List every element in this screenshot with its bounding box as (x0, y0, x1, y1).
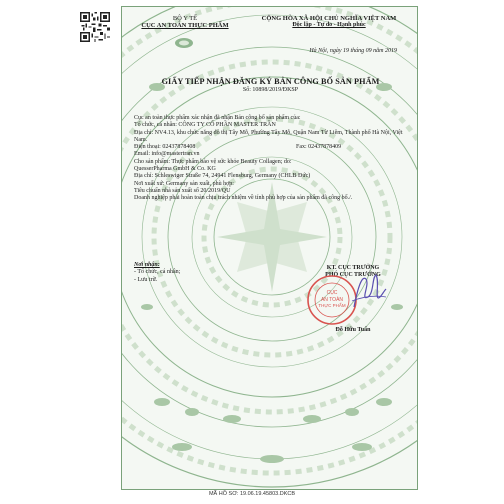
email-line: Email: info@mastertran.vn (134, 151, 200, 158)
national-header (244, 15, 414, 28)
signatory-line-1: KT. CỤC TRƯỞNG (326, 265, 380, 271)
product-line: Cho sản phẩm: Thực phẩm bảo vệ sức khỏe Beauty Collagen; do: (134, 158, 292, 165)
document-title: GIẤY TIẾP NHẬN ĐĂNG KÝ BẢN CÔNG BỐ SẢN PHẨM (161, 77, 380, 86)
origin-line: Nơi xuất xứ: Germany sản xuất, phù hợp: (134, 180, 234, 187)
stamp-text-top: CỤC (326, 290, 338, 296)
manufacturer-address-line: Địa chỉ: Schleswiger Straße 74, 24941 Flensburg, Germany (CHLB Đức) (134, 173, 311, 180)
phone-line: Điện thoại: 02437878408 (134, 144, 196, 151)
standard-line: Tiêu chuẩn nhà sản xuất số 20/2019/QU (134, 187, 231, 194)
issuer-header (130, 15, 240, 29)
national-motto: Độc lập - Tự do - Hạnh phúc (292, 22, 366, 28)
certificate-document (121, 6, 418, 490)
fax-line: Fax: 02437878409 (296, 144, 342, 151)
recipient-item: - Lưu trữ. (134, 276, 158, 283)
responsibility-line: Doanh nghiệp phải hoàn toàn chịu trách nhiệm về tính phù hợp của sản phẩm đã công bố./. (134, 195, 353, 202)
dossier-code: MÃ HỒ SƠ: 19.06.19.45803.DKCB (208, 491, 296, 497)
intro-line: Cục an toàn thực phẩm xác nhận đã nhận Bản công bố sản phẩm của: (134, 115, 301, 121)
ministry-name: BỘ Y TẾ (172, 15, 198, 22)
recipients-block (134, 262, 180, 284)
stamp-text-mid2: THỰC PHẨM (318, 303, 346, 308)
signatory-line-2: PHÓ CỤC TRƯỞNG (325, 272, 381, 279)
country-name: CỘNG HÒA XÃ HỘI CHỦ NGHĨA VIỆT NAM (261, 15, 397, 22)
department-name: CỤC AN TOÀN THỰC PHẨM (141, 22, 229, 29)
recipient-item: - Tổ chức, cá nhân; (134, 269, 181, 276)
organization-line: Tổ chức, cá nhân: CÔNG TY CỔ PHẦN MASTER TRẦN (134, 122, 276, 129)
manufacturer-line: QuesserPharma GmbH & Co. KG (134, 166, 216, 173)
contact-row (134, 144, 414, 151)
issue-date: Hà Nội, ngày 19 tháng 09 năm 2019 (309, 48, 397, 54)
qr-code (80, 12, 110, 42)
registration-number: Số: 10898/2019/ĐKSP (242, 87, 299, 93)
recipients-heading: Nơi nhận: (134, 262, 160, 268)
certificate-body (134, 115, 414, 203)
address-line: Địa chỉ: NV4.13, khu chức năng đô thị Tây Mỗ, Phường Tây Mỗ, Quận Nam Từ Liêm, Thành phố Hà Nội, Việt Nam. (134, 129, 403, 143)
signer-name: Đỗ Hữu Tuấn (335, 327, 371, 333)
stamp-text-mid1: AN TOÀN (320, 297, 344, 303)
handwritten-signature (348, 267, 388, 315)
agency-emblem-icon (174, 37, 194, 49)
